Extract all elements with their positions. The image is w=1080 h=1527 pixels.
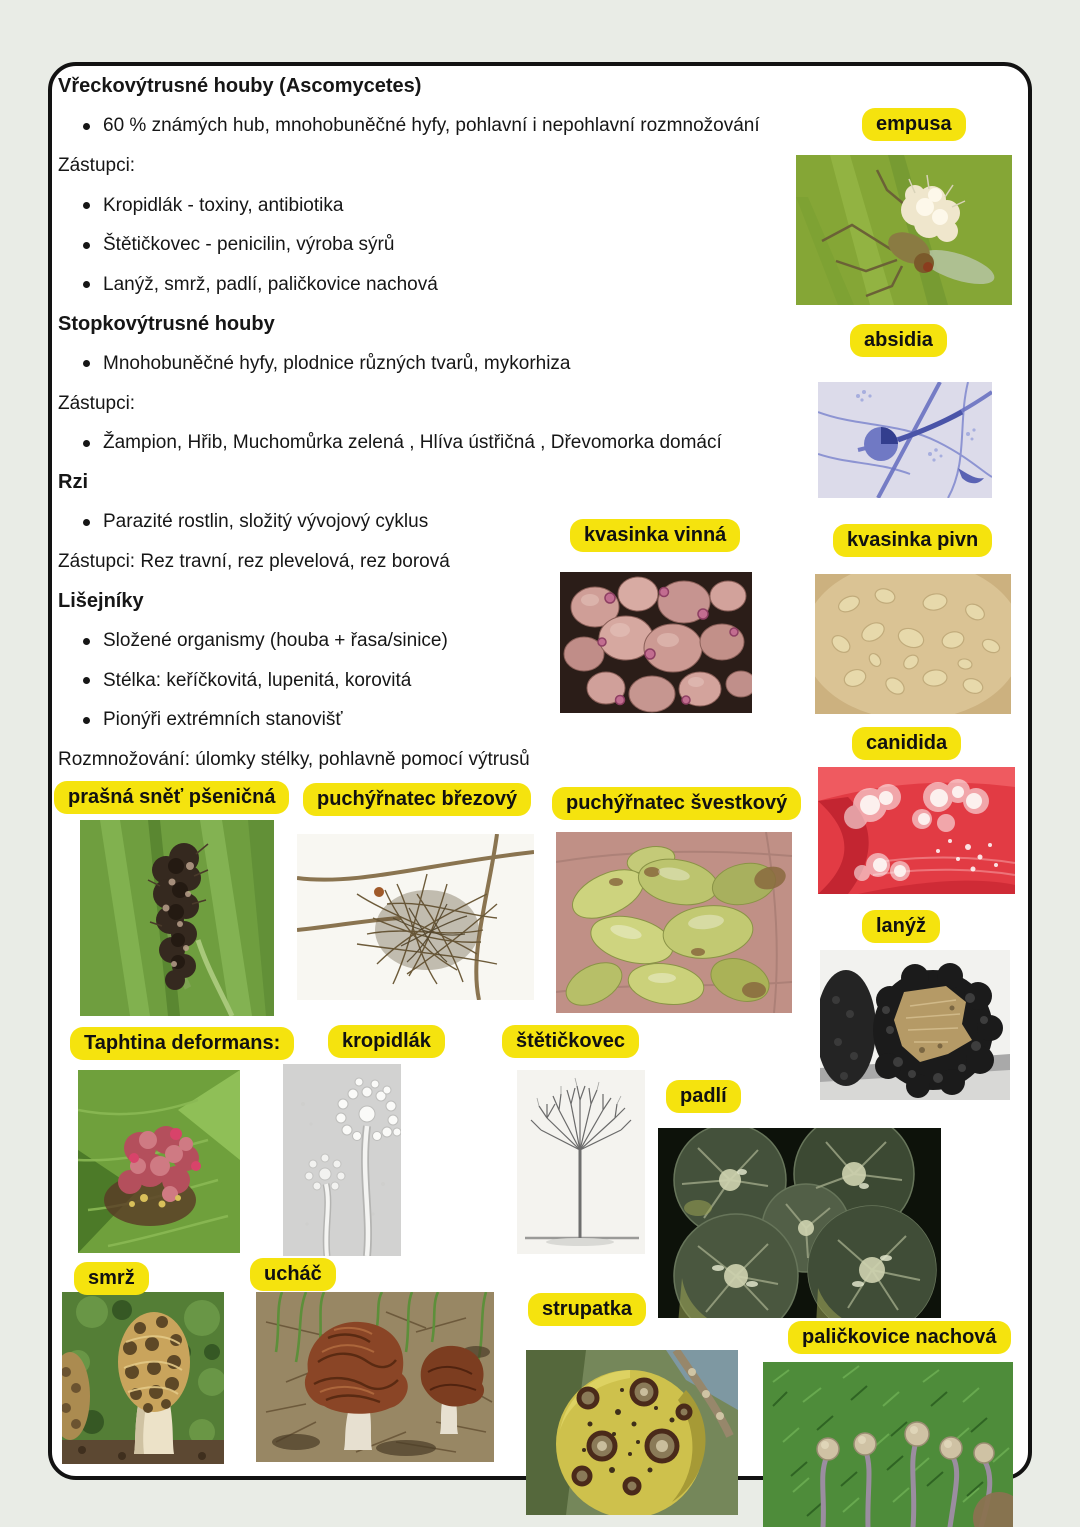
bullet-dot	[83, 123, 90, 130]
label-uchac: ucháč	[250, 1258, 336, 1291]
heading-rusts: Rzi	[58, 471, 88, 494]
label-smrz: smrž	[74, 1262, 149, 1295]
taphtina-photo	[78, 1070, 240, 1253]
label-kvasinka-pivn: kvasinka pivn	[833, 524, 992, 557]
bullet-line: 60 % známých hub, mnohobuněčné hyfy, pohlavní i nepohlavní rozmnožování	[58, 107, 838, 147]
bullet-dot	[83, 440, 90, 447]
stetickovec-photo	[517, 1070, 645, 1254]
bullet-line: Lanýž, smrž, padlí, paličkovice nachová	[58, 265, 838, 305]
bullet-dot	[83, 281, 90, 288]
smrz-photo	[62, 1292, 224, 1464]
bullet-line: Stélka: keříčkovitá, lupenitá, korovitá	[58, 661, 838, 701]
canidida-photo	[818, 767, 1015, 894]
puchyrnatec-brezovy-photo	[297, 834, 534, 1000]
puchyrnatec-svestkovy-photo	[556, 832, 792, 1013]
bullet-line: Žampion, Hřib, Muchomůrka zelená , Hlíva ústřičná , Dřevomorka domácí	[58, 423, 838, 463]
bullet-dot	[83, 519, 90, 526]
label-kropidlak: kropidlák	[328, 1025, 445, 1058]
bullet-dot	[83, 717, 90, 724]
bullet-line: Složené organismy (houba + řasa/sinice)	[58, 621, 838, 661]
strupatka-photo	[526, 1350, 738, 1515]
plain-line: Rozmnožování: úlomky stélky, pohlavně pomocí výtrusů	[58, 748, 530, 770]
prasna-snet-photo	[80, 820, 274, 1016]
label-puchyrnatec-brezovy: puchýřnatec březový	[303, 783, 531, 816]
label-stetickovec: štětičkovec	[502, 1025, 639, 1058]
label-puchyrnatec-svestkovy: puchýřnatec švestkový	[552, 787, 801, 820]
heading-lichens: Lišejníky	[58, 590, 144, 613]
bullet-dot	[83, 202, 90, 209]
label-padli: padlí	[666, 1080, 741, 1113]
plain-line: Zástupci: Rez travní, rez plevelová, rez borová	[58, 550, 450, 572]
bullet-line: Štětičkovec - penicilin, výroba sýrů	[58, 225, 838, 265]
bullet-dot	[83, 360, 90, 367]
lanyz-photo	[820, 950, 1010, 1100]
plain-line: Zástupci:	[58, 154, 136, 176]
empusa-photo	[796, 155, 1012, 305]
label-absidia: absidia	[850, 324, 947, 357]
label-empusa: empusa	[862, 108, 966, 141]
bullet-line: Kropidlák - toxiny, antibiotika	[58, 186, 838, 226]
bullet-line: Parazité rostlin, složitý vývojový cyklus	[58, 503, 838, 543]
bullet-line: Mnohobuněčné hyfy, plodnice různých tvarů, mykorhiza	[58, 344, 838, 384]
kvasinka-vinna-photo	[560, 572, 752, 713]
label-prasna-snet: prašná sněť pšeničná	[54, 781, 289, 814]
palickovice-photo	[763, 1362, 1013, 1527]
label-taphtina: Taphtina deformans:	[70, 1027, 294, 1060]
bullet-dot	[83, 242, 90, 249]
label-strupatka: strupatka	[528, 1293, 646, 1326]
heading-basidiomycetes: Stopkovýtrusné houby	[58, 312, 275, 335]
label-lanyz: lanýž	[862, 910, 940, 943]
bullet-dot	[83, 677, 90, 684]
heading-ascomycetes: Vřeckovýtrusné houby (Ascomycetes)	[58, 75, 422, 98]
absidia-photo	[818, 382, 992, 498]
uchac-photo	[256, 1292, 494, 1462]
label-canidida: canidida	[852, 727, 961, 760]
kvasinka-pivni-photo	[815, 574, 1011, 714]
label-kvasinka-vinna: kvasinka vinná	[570, 519, 740, 552]
label-palickovice: paličkovice nachová	[788, 1321, 1011, 1354]
bullet-line: Pionýři extrémních stanovišť	[58, 701, 838, 741]
bullet-dot	[83, 638, 90, 645]
padli-photo	[658, 1128, 941, 1318]
kropidlak-photo	[283, 1064, 401, 1256]
plain-line: Zástupci:	[58, 392, 136, 414]
